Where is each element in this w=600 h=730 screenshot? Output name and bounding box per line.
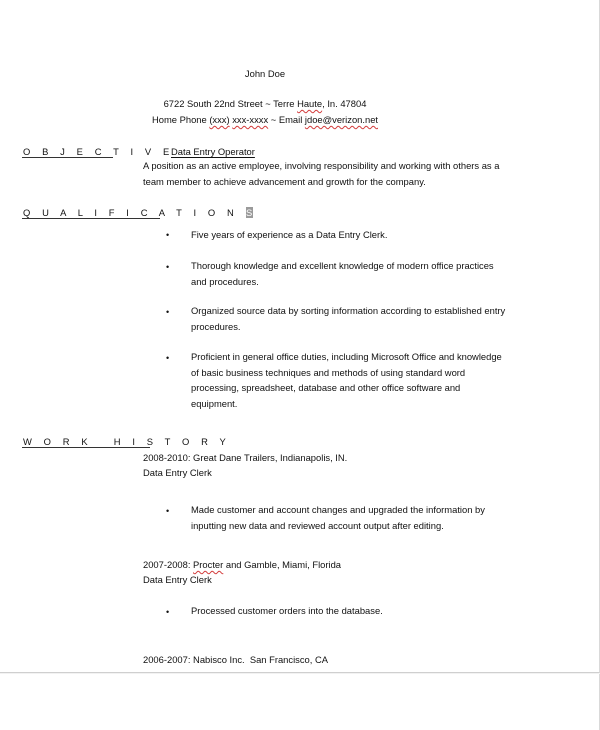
- objective-title: Data Entry Operator: [171, 146, 255, 157]
- bullet-icon: •: [166, 230, 170, 240]
- job-duty: Processed customer orders into the database.: [191, 605, 383, 616]
- bullet-icon: •: [166, 262, 170, 272]
- objective-text-line-1: A position as an active employee, involving responsibility and working with others as a: [143, 160, 500, 171]
- objective-text-line-2: team member to achieve advancement and growth for the company.: [143, 176, 426, 187]
- job-employer: 2006-2007: Nabisco Inc. San Francisco, CA: [143, 654, 328, 665]
- qualification-item: Proficient in general office duties, including Microsoft Office and knowledge of basic business techniques and methods of using standard word processing, spreadsheet, database and other office software and equipment.: [191, 351, 502, 409]
- phone-label: Home Phone: [151, 114, 210, 125]
- qualifications-heading-rule: [22, 218, 160, 219]
- qualification-item: Organized source data by sorting information according to established entry procedures.: [191, 305, 506, 332]
- job-role: Data Entry Clerk: [143, 467, 212, 478]
- address-state-zip: , In. 47804: [322, 98, 367, 109]
- job-role: Data Entry Clerk: [143, 574, 212, 585]
- bullet-icon: •: [166, 506, 170, 516]
- address-street: 6722 South 22nd Street ~ Terre: [163, 98, 298, 109]
- phone-number: xxx-xxxx: [232, 114, 269, 125]
- objective-heading-rule: [22, 157, 113, 158]
- qualification-item: Five years of experience as a Data Entry Clerk.: [191, 229, 388, 240]
- job-employer: 2008-2010: Great Dane Trailers, Indianapolis, IN.: [143, 452, 348, 463]
- objective-heading: O B J E C T I V E: [23, 146, 174, 157]
- qualifications-heading: Q U A L I F I C A T I O N S: [23, 207, 253, 218]
- job-duty: Made customer and account changes and upgraded the information by inputting new data and reviewed account output after editing.: [191, 504, 485, 531]
- work-history-heading-rule: [22, 447, 150, 448]
- qualification-item: Thorough knowledge and excellent knowledge of modern office practices and procedures.: [191, 260, 494, 287]
- employer-name-misspelled: Procter: [193, 559, 224, 570]
- bullet-icon: •: [166, 307, 170, 317]
- candidate-name: John Doe: [244, 68, 286, 79]
- email-address[interactable]: jdoe@verizon.net: [304, 114, 379, 125]
- address-city: Haute: [297, 98, 323, 109]
- selection-cursor: S: [245, 207, 253, 218]
- contact-line: [0, 114, 530, 126]
- job-employer: 2007-2008: Procter and Gamble, Miami, Florida: [143, 559, 342, 570]
- next-document-page: [0, 674, 600, 730]
- work-history-heading: W O R K H I S T O R Y: [23, 436, 231, 447]
- bullet-icon: •: [166, 607, 170, 617]
- phone-area-code: (xxx): [209, 114, 230, 125]
- address-line: [0, 98, 530, 110]
- email-label: ~ Email: [268, 114, 305, 125]
- bullet-icon: •: [166, 353, 170, 363]
